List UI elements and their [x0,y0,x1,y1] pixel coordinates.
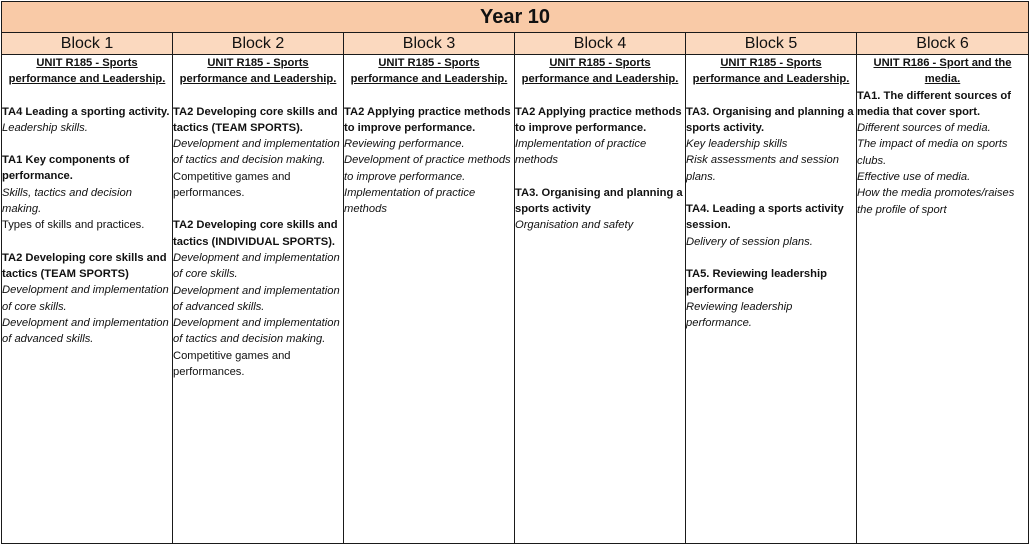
topic-section [2,250,172,348]
topic-detail: Implementation of practice methods [515,138,647,167]
topic-detail: Competitive games and performances. [173,170,291,200]
unit-title: UNIT R185 - Sports performance and Leadership. [350,57,508,86]
topic-detail: How the media promotes/raises the profile of sport [857,187,1015,216]
title-row [2,2,1029,33]
topic-detail: Development and implementation of tactics and decision making. [173,138,340,167]
topic-detail: Development and implementation of core skills. [2,284,169,313]
topic-detail: Implementation of practice methods [344,187,476,216]
topic-heading: TA3. Organising and planning a sports activity [515,186,683,216]
topic-detail: Development of practice methods to improve performance. [344,154,511,183]
topic-section [686,266,856,331]
unit-title: UNIT R185 - Sports performance and Leadership. [179,57,337,86]
topic-heading: TA3. Organising and planning a sports activity. [686,105,854,134]
topic-detail: Risk assessments and session plans. [686,154,839,183]
topic-section [515,185,685,234]
topic-section [686,201,856,250]
block-content-cell [515,55,686,544]
block-header: Block 1 [2,33,173,55]
topic-detail: Reviewing leadership performance. [686,300,793,329]
topic-detail: Key leadership skills [686,138,788,151]
topic-detail: Effective use of media. [857,171,971,184]
topic-detail: Development and implementation of core skills. [173,251,340,281]
block-content-cell [686,55,857,544]
block-header: Block 2 [173,33,344,55]
topic-heading: TA4 Leading a sporting activity. [2,105,170,118]
topic-section [2,152,172,233]
topic-detail: Skills, tactics and decision making. [2,186,132,216]
topic-heading: TA5. Reviewing leadership performance [686,267,827,297]
topic-section [344,104,514,218]
topic-heading: TA2 Developing core skills and tactics (INDIVIDUAL SPORTS). [173,219,338,248]
topic-detail: Reviewing performance. [344,138,465,151]
topic-section [173,217,343,380]
topic-heading: TA2 Developing core skills and tactics (TEAM SPORTS). [173,105,338,134]
topic-detail: Development and implementation of advanced skills. [173,284,340,313]
block-header: Block 4 [515,33,686,55]
topic-detail: The impact of media on sports clubs. [857,138,1008,167]
block-header: Block 6 [857,33,1029,55]
block-content-cell [344,55,515,544]
topic-heading: TA4. Leading a sports activity session. [686,203,844,232]
topic-section [2,104,172,137]
block-header-row [2,33,1029,55]
topic-detail: Types of skills and practices. [2,219,145,232]
block-content-cell [857,55,1029,544]
topic-heading: TA2 Applying practice methods to improve performance. [344,105,511,134]
topic-section [857,88,1028,218]
block-content-cell [173,55,344,544]
unit-title: UNIT R185 - Sports performance and Leadership. [692,57,850,86]
topic-detail: Development and implementation of tactics and decision making. [173,317,340,346]
unit-title: UNIT R186 - Sport and the media. [873,57,1012,86]
block-header: Block 5 [686,33,857,55]
block-content-row [2,55,1029,544]
topic-heading: TA2 Applying practice methods to improve performance. [515,105,682,134]
year-10-plan-table [1,1,1029,544]
topic-detail: Different sources of media. [857,122,991,135]
topic-section [515,104,685,169]
block-header: Block 3 [344,33,515,55]
table-title: Year 10 [2,2,1029,33]
topic-heading: TA1. The different sources of media that cover sport. [857,89,1011,118]
unit-title: UNIT R185 - Sports performance and Leadership. [8,57,166,86]
topic-detail: Leadership skills. [2,121,88,134]
topic-heading: TA2 Developing core skills and tactics (TEAM SPORTS) [2,251,167,280]
topic-detail: Organisation and safety [515,219,634,232]
topic-section [173,104,343,202]
block-content-cell [2,55,173,544]
unit-title: UNIT R185 - Sports performance and Leadership. [521,57,679,86]
topic-detail: Development and implementation of advanced skills. [2,316,169,346]
topic-detail: Competitive games and performances. [173,349,291,379]
topic-section [686,104,856,185]
topic-detail: Delivery of session plans. [686,235,813,248]
topic-heading: TA1 Key components of performance. [2,154,130,183]
